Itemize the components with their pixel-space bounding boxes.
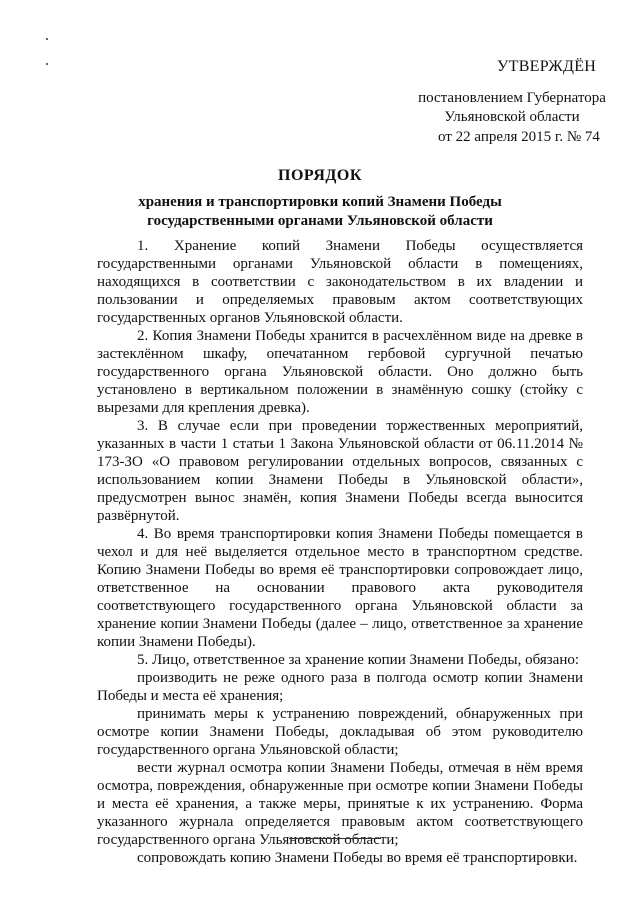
approval-authority-line: постановлением Губернатора	[418, 90, 606, 106]
paragraph: сопровождать копию Знамени Победы во время её транспортировки.	[137, 850, 578, 866]
approval-date: от 22 апреля 2015 г. № 74	[438, 129, 600, 145]
end-divider	[289, 838, 381, 839]
title-subtitle-line: государственными органами Ульяновской области	[147, 213, 493, 229]
paragraph: 3. В случае если при проведении торжественных мероприятий, указанных в части 1 статьи 1 Закона Ульяновской области от 06.11.2014 № 173-ЗО «О правовом регулировании отдельных вопросов, связанных с использованием копии Знамени Победы в Ульяновской области», предусмотрен вынос знамён, копия Знамени Победы всегда выносится развёрнутой.	[97, 418, 583, 524]
approval-authority-line: Ульяновской области	[444, 109, 580, 125]
scan-speck	[46, 63, 48, 65]
paragraph: 2. Копия Знамени Победы хранится в расчехлённом виде на древке в застеклённом шкафу, опечатанном гербовой сургучной печатью государственного органа Ульяновской области. Оно должно быть установлено в вертикальном положении в знамённую сошку (стойку с вырезами для крепления древка).	[97, 328, 583, 416]
scan-speck	[46, 38, 48, 40]
paragraph: вести журнал осмотра копии Знамени Победы, отмечая в нём время осмотра, повреждения, обнаруженные при осмотре копии Знамени Победы и места её хранения, а также меры, принятые к их устранению. Форма указанного журнала определяется правовым актом соответствующего государственного органа Ульяновской области;	[97, 760, 583, 848]
document-body	[97, 237, 583, 867]
paragraph: 1. Хранение копий Знамени Победы осуществляется государственными органами Ульяновской области в помещениях, находящихся в соответствии с законодательством в их владении и пользовании и определяемых правовым актом соответствующих государственных органов Ульяновской области.	[97, 238, 583, 326]
paragraph: принимать меры к устранению повреждений, обнаруженных при осмотре копии Знамени Победы, докладывая об этом руководителю государственного органа Ульяновской области;	[97, 706, 583, 758]
approval-authority	[412, 89, 612, 127]
paragraph: 5. Лицо, ответственное за хранение копии Знамени Победы, обязано:	[137, 652, 580, 668]
paragraph: 4. Во время транспортировки копия Знамени Победы помещается в чехол и для неё выделяется отдельное место в транспортном средстве. Копию Знамени Победы во время её транспортировки сопровождает лицо, ответственное на основании правового акта руководителя соответствующего государственного органа Ульяновской области за хранение копии Знамени Победы (далее – лицо, ответственное за хранение копии Знамени Победы).	[97, 526, 583, 650]
title-subtitle-line: хранения и транспортировки копий Знамени Победы	[138, 194, 502, 210]
paragraph: производить не реже одного раза в полгода осмотр копии Знамени Победы и места её хранения;	[97, 670, 583, 704]
title-main: ПОРЯДОК	[278, 167, 362, 184]
document-title	[0, 166, 640, 231]
approval-heading: УТВЕРЖДЁН	[497, 58, 597, 75]
